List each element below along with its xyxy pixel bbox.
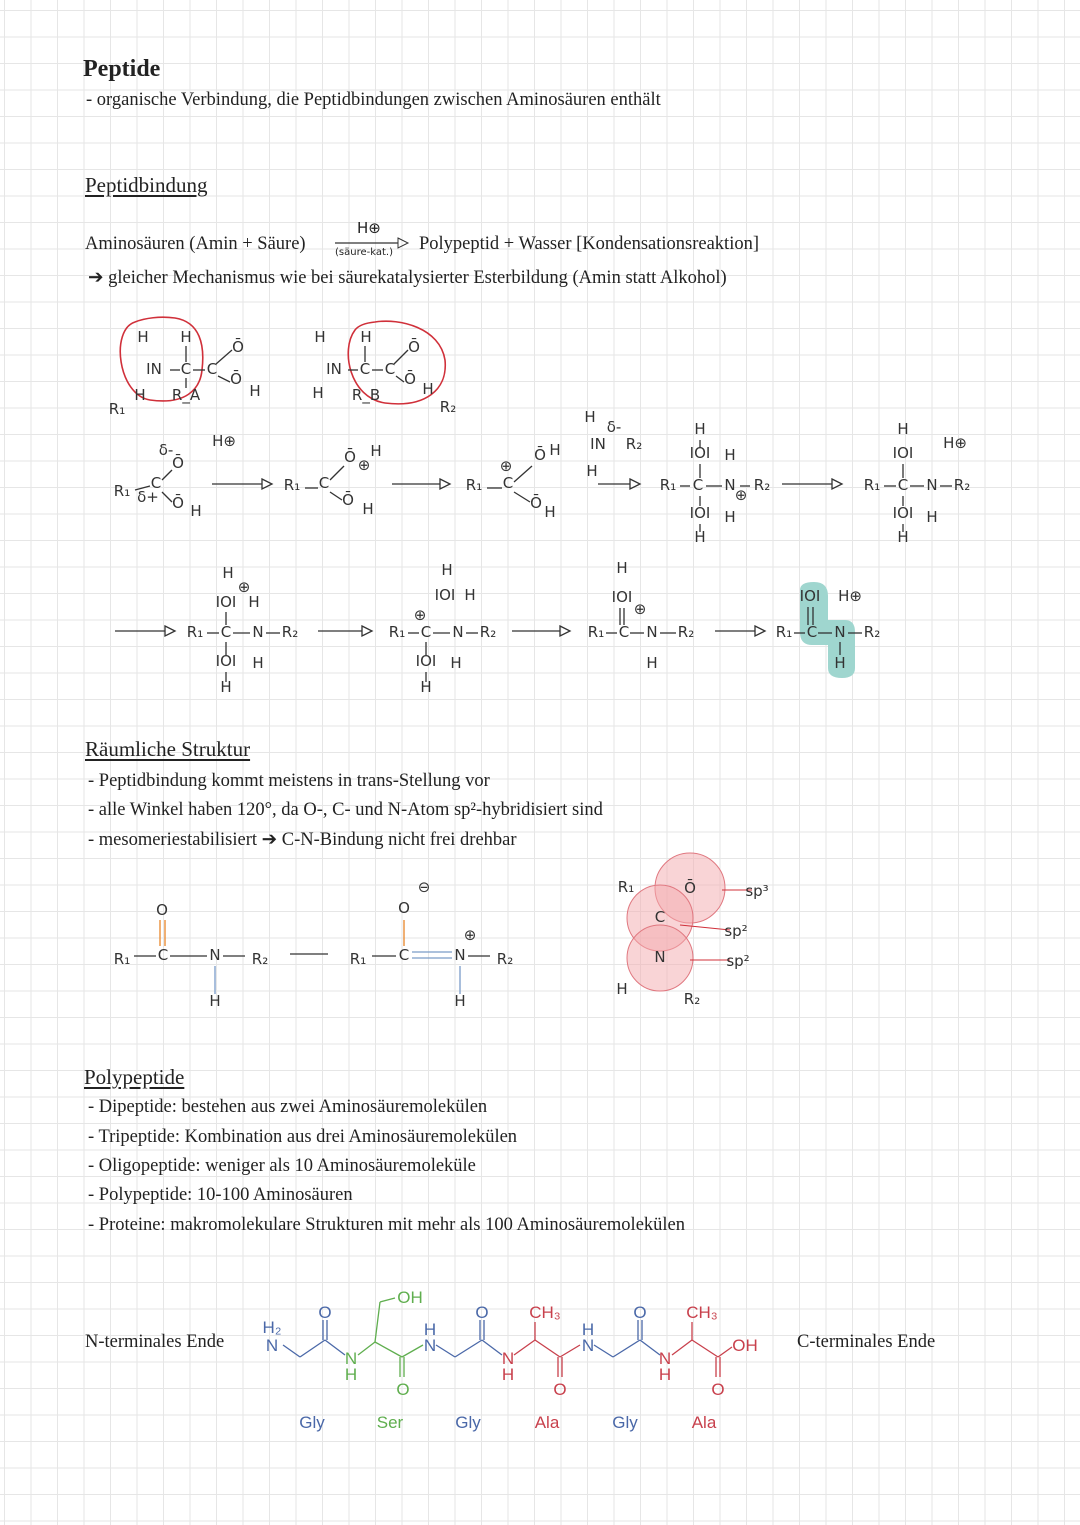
atom-label: O [711, 1380, 725, 1399]
atom-label: OH [397, 1288, 423, 1307]
atom-label: O [396, 1380, 410, 1399]
atom-label: H [220, 678, 232, 696]
bond [514, 466, 532, 482]
atom-label: IOI [415, 652, 437, 670]
atom-label: IOI [434, 586, 456, 604]
atom-label: H [344, 1365, 358, 1384]
atom-label: O [318, 1303, 332, 1322]
atom-label: δ- [606, 418, 622, 436]
atom-label: R₁ [587, 623, 605, 641]
bond [594, 1345, 613, 1357]
atom-label: Ala [534, 1413, 560, 1432]
n-terminal-label: N-terminales Ende [85, 1332, 225, 1352]
atom-label: R₁ [659, 476, 677, 494]
atom-label: H [584, 408, 596, 426]
bond [640, 1340, 660, 1355]
atom-label: R₁ [186, 623, 204, 641]
atom-label: N [252, 623, 264, 641]
atom-label: R₁ [113, 950, 131, 968]
atom-label: R₂ [625, 435, 643, 453]
bond [718, 1347, 732, 1357]
atom-label: Gly [612, 1413, 638, 1432]
atom-label: sp² [726, 952, 750, 970]
atom-label: H [370, 442, 382, 460]
atom-label: H [249, 382, 261, 400]
mechanism-note: ➔ gleicher Mechanismus wie bei säurekatalysierter Esterbildung (Amin statt Alkohol) [88, 268, 727, 288]
atom-label: R₂ [496, 950, 514, 968]
atom-label: R₁ [617, 878, 635, 896]
atom-label: R₁ [465, 476, 483, 494]
atom-label: H [222, 564, 234, 582]
atom-label: Ser [376, 1413, 404, 1432]
atom-label: N [654, 948, 666, 966]
atom-label: R₂ [683, 990, 701, 1008]
atom-label: H [616, 559, 628, 577]
atom-label: H [454, 992, 466, 1010]
bond [482, 1340, 502, 1355]
atom-label: CH₃ [686, 1303, 718, 1322]
atom-label: IN [590, 435, 606, 453]
atom-label: N [423, 1336, 437, 1355]
atom-label: N [658, 1349, 672, 1368]
atom-label: Ō [344, 448, 356, 466]
bond [692, 1340, 718, 1357]
atom-label: IN [146, 360, 162, 378]
atom-label: IOI [892, 444, 914, 462]
atom-label: R₁ [283, 476, 301, 494]
bullet: - Peptidbindung kommt meistens in trans-Stellung vor [88, 771, 490, 791]
atom-label: R₂ [677, 623, 695, 641]
bond [162, 470, 172, 480]
atom-label: IOI [799, 587, 821, 605]
atom-label: H [422, 380, 434, 398]
atom-label: H [441, 561, 453, 579]
atom-label: H [724, 508, 736, 526]
atom-label: N [834, 623, 846, 641]
bond [514, 492, 530, 502]
bullet: - Dipeptide: bestehen aus zwei Aminosäuremolekülen [88, 1097, 488, 1117]
atom-label: C [318, 474, 330, 492]
atom-label: Ō [684, 879, 696, 897]
atom-label: H [724, 446, 736, 464]
bond [672, 1340, 692, 1355]
atom-label: H [694, 528, 706, 546]
atom-label: H [137, 328, 149, 346]
atom-label: H [586, 462, 598, 480]
atom-label: Ala [691, 1413, 717, 1432]
atom-label: H [646, 654, 658, 672]
atom-label: O [553, 1380, 567, 1399]
atom-label: C [384, 360, 396, 378]
atom-label: H [314, 328, 326, 346]
atom-label: R₁ [113, 482, 131, 500]
atom-label: O [475, 1303, 489, 1322]
atom-label: N [452, 623, 464, 641]
atom-label: N [646, 623, 658, 641]
bond [394, 350, 408, 364]
bond [455, 1340, 482, 1357]
atom-label: N [265, 1336, 279, 1355]
reaction-arrow [832, 479, 842, 489]
atom-label: IOI [689, 444, 711, 462]
atom-label: δ- [158, 441, 174, 459]
atom-label: Ō [232, 338, 244, 356]
atom-label: H [549, 441, 561, 459]
reaction-arrow-head [398, 238, 408, 248]
atom-label: ⊕ [237, 578, 251, 596]
atom-label: R₂ [953, 476, 971, 494]
c-terminal-label: C-terminales Ende [797, 1332, 936, 1352]
bond [375, 1342, 402, 1357]
atom-label: H [248, 593, 260, 611]
atom-label: H [209, 992, 221, 1010]
atom-label: N [926, 476, 938, 494]
reaction-products: Polypeptid + Wasser [Kondensationsreaktion] [419, 234, 760, 254]
atom-label: Gly [455, 1413, 481, 1432]
atom-label: N [454, 946, 466, 964]
atom-label: ⊕ [413, 606, 427, 624]
atom-label: C [420, 623, 432, 641]
atom-label: C [157, 946, 169, 964]
bond [300, 1340, 325, 1357]
atom-label: C [692, 476, 704, 494]
bullet: - Oligopeptide: weniger als 10 Aminosäuremoleküle [88, 1156, 476, 1176]
atom-label: IN [326, 360, 342, 378]
bond [560, 1345, 580, 1357]
atom-label: N [501, 1349, 515, 1368]
atom-label: C [654, 908, 666, 926]
atom-label: C [897, 476, 909, 494]
atom-label: H⊕ [838, 587, 862, 605]
atom-label: C [180, 360, 192, 378]
atom-label: Ō [230, 370, 242, 388]
atom-label: ⊖ [417, 878, 431, 896]
reaction-arrow [165, 626, 175, 636]
atom-label: N [209, 946, 221, 964]
bond [330, 492, 342, 500]
atom-label: O [633, 1303, 647, 1322]
intro-text: - organische Verbindung, die Peptidbindungen zwischen Aminosäuren enthält [86, 90, 661, 110]
atom-label: N [581, 1336, 595, 1355]
heading-peptidbindung: Peptidbindung [85, 173, 208, 197]
atom-label: C [359, 360, 371, 378]
atom-label: H [312, 384, 324, 402]
atom-label: R₂ [281, 623, 299, 641]
bond [535, 1340, 560, 1357]
atom-label: δ+ [137, 488, 159, 506]
atom-label: sp² [724, 922, 748, 940]
atom-label: R₁ [108, 400, 126, 418]
atom-label: R₂ [863, 623, 881, 641]
atom-label: H [190, 502, 202, 520]
atom-label: R₂ [753, 476, 771, 494]
atom-label: H⊕ [943, 434, 967, 452]
bond [358, 1342, 375, 1355]
atom-label: C [398, 946, 410, 964]
reaction-reactants: Aminosäuren (Amin + Säure) [85, 234, 306, 254]
atom-label: O [156, 901, 168, 919]
atom-label: Ō [530, 494, 542, 512]
reaction-arrow [630, 479, 640, 489]
bond [402, 1345, 423, 1357]
atom-label: H [501, 1365, 515, 1384]
reaction-arrow [440, 479, 450, 489]
catalyst-label: H⊕ [357, 219, 381, 237]
atom-label: Ō [404, 370, 416, 388]
atom-label: R₂ [439, 398, 457, 416]
bond [375, 1302, 380, 1342]
atom-label: C [206, 360, 218, 378]
bond [514, 1340, 535, 1355]
atom-label: Gly [299, 1413, 325, 1432]
bullet: - Polypeptide: 10-100 Aminosäuren [88, 1185, 353, 1205]
atom-label: H [362, 500, 374, 518]
atom-label: R₁ [388, 623, 406, 641]
bond [325, 1340, 345, 1355]
atom-label: H [423, 1320, 437, 1339]
atom-label: O [398, 899, 410, 917]
atom-label: IOI [689, 504, 711, 522]
bullet: - mesomeriestabilisiert ➔ C-N-Bindung nicht frei drehbar [88, 830, 517, 850]
atom-label: H₂ [262, 1318, 282, 1337]
atom-label: ⊕ [734, 486, 748, 504]
heading-polypeptide: Polypeptide [84, 1065, 185, 1089]
atom-label: H [464, 586, 476, 604]
atom-label: H [694, 420, 706, 438]
atom-label: IOI [215, 593, 237, 611]
atom-label: R_A [171, 386, 201, 404]
bond [162, 492, 172, 502]
atom-label: R₁ [863, 476, 881, 494]
atom-label: Ō [172, 494, 184, 512]
atom-label: ⊕ [633, 600, 647, 618]
atom-label: H [926, 508, 938, 526]
atom-label: OH [732, 1336, 758, 1355]
atom-label: H [897, 420, 909, 438]
atom-label: CH₃ [529, 1303, 561, 1322]
reaction-arrow [262, 479, 272, 489]
atom-label: H [658, 1365, 672, 1384]
atom-label: H [581, 1320, 595, 1339]
bullet: - Proteine: makromolekulare Strukturen mit mehr als 100 Aminosäuremolekülen [88, 1215, 686, 1235]
atom-label: H [544, 503, 556, 521]
bond [396, 376, 404, 382]
atom-label: H⊕ [212, 432, 236, 450]
atom-label: IOI [892, 504, 914, 522]
atom-label: Ō [534, 446, 546, 464]
atom-label: R₂ [251, 950, 269, 968]
atom-label: sp³ [745, 882, 769, 900]
bond [613, 1340, 640, 1357]
atom-label: Ō [342, 491, 354, 509]
page-title: Peptide [83, 56, 161, 82]
atom-label: N [724, 476, 736, 494]
atom-label: C [806, 623, 818, 641]
catalyst-note: (säure-kat.) [335, 247, 393, 258]
bond [380, 1298, 395, 1302]
reaction-arrow [560, 626, 570, 636]
atom-label: H [252, 654, 264, 672]
atom-label: H [360, 328, 372, 346]
atom-label: H [134, 386, 146, 404]
bond [218, 376, 230, 382]
atom-label: ⊕ [499, 457, 513, 475]
reaction-arrow [362, 626, 372, 636]
atom-label: C [150, 474, 162, 492]
heading-raeumliche-struktur: Räumliche Struktur [85, 737, 251, 761]
atom-label: ⊕ [357, 456, 371, 474]
bond [283, 1345, 300, 1357]
atom-label: R₂ [479, 623, 497, 641]
bullet: - Tripeptide: Kombination aus drei Aminosäuremolekülen [88, 1127, 518, 1147]
atom-label: R₁ [349, 950, 367, 968]
bond [436, 1345, 455, 1357]
atom-label: R_B [351, 386, 381, 404]
atom-label: Ō [408, 338, 420, 356]
atom-label: Ō [172, 454, 184, 472]
atom-label: R₁ [775, 623, 793, 641]
atom-label: IOI [611, 588, 633, 606]
atom-label: C [502, 474, 514, 492]
atom-label: N [344, 1349, 358, 1368]
atom-label: ⊕ [463, 926, 477, 944]
atom-label: IOI [215, 652, 237, 670]
bullet: - alle Winkel haben 120°, da O-, C- und N-Atom sp²-hybridisiert sind [88, 800, 603, 820]
atom-label: H [420, 678, 432, 696]
atom-label: H [180, 328, 192, 346]
atom-label: C [618, 623, 630, 641]
atom-label: C [220, 623, 232, 641]
reaction-arrow [755, 626, 765, 636]
atom-label: H [450, 654, 462, 672]
atom-label: H [616, 980, 628, 998]
atom-label: H [834, 654, 846, 672]
atom-label: H [897, 528, 909, 546]
bond [216, 350, 232, 364]
bond [330, 466, 344, 480]
